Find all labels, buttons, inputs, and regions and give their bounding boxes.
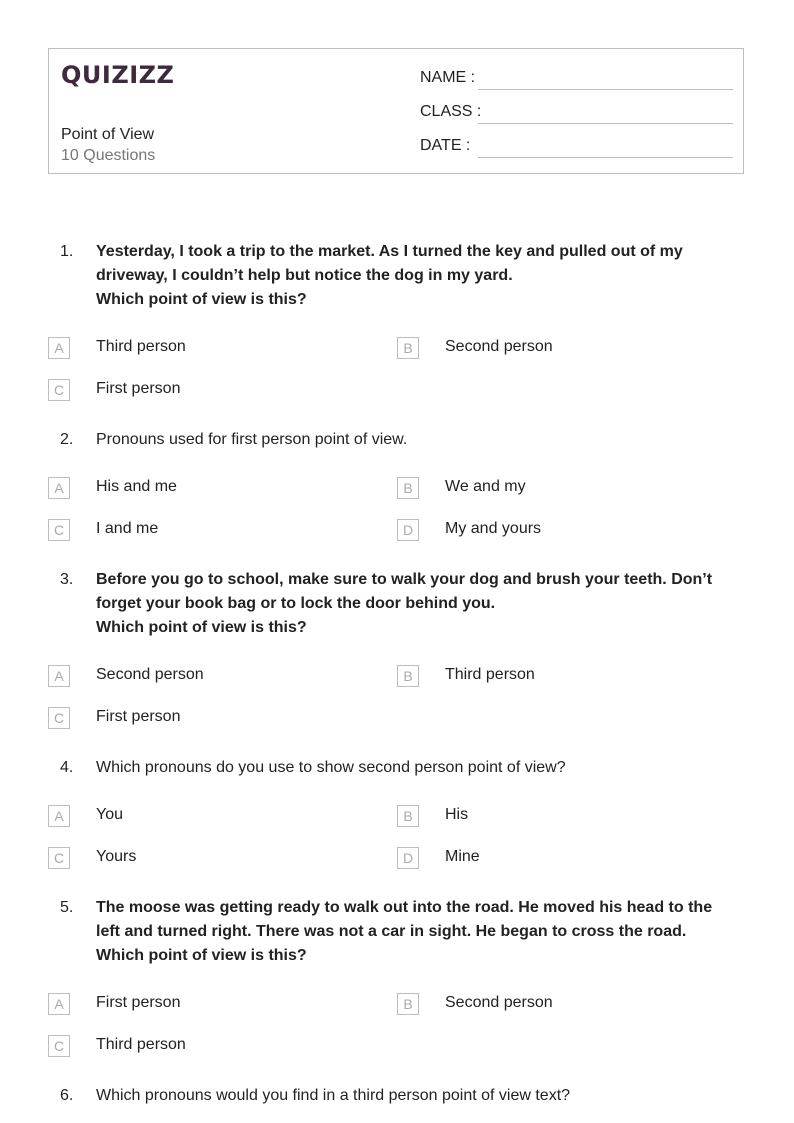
option-letter-box: A	[48, 805, 70, 827]
question-line: Which pronouns would you find in a third person point of view text?	[96, 1087, 571, 1104]
option-label: You	[96, 806, 123, 823]
date-label: DATE :	[420, 137, 471, 154]
question-line: Yesterday, I took a trip to the market. As I turned the key and pulled out of my	[96, 243, 683, 260]
option-label: Mine	[445, 848, 480, 865]
question-line: Before you go to school, make sure to walk your dog and brush your teeth. Don’t	[96, 571, 713, 588]
option-label: I and me	[96, 520, 159, 537]
option-label: Yours	[96, 848, 137, 865]
question-line: Which pronouns do you use to show second person point of view?	[96, 759, 566, 776]
option-letter-box: C	[48, 707, 70, 729]
worksheet-title: Point of View	[61, 126, 155, 143]
question-text	[96, 1084, 736, 1108]
question-text	[96, 896, 736, 968]
option-letter-box: C	[48, 847, 70, 869]
option-letter-box: B	[397, 993, 419, 1015]
option-label: First person	[96, 380, 181, 397]
option-letter-box: A	[48, 337, 70, 359]
question-text	[96, 568, 736, 640]
name-label: NAME :	[420, 69, 476, 86]
quizizz-logo: QUIZIZZ	[61, 61, 175, 89]
option-letter-box: B	[397, 477, 419, 499]
question-line: forget your book bag or to lock the door behind you.	[96, 595, 496, 612]
question-number: 5.	[60, 899, 74, 916]
option-letter-box: A	[48, 665, 70, 687]
question-text	[96, 240, 736, 312]
option-letter-box: B	[397, 805, 419, 827]
option-label: My and yours	[445, 520, 542, 537]
question-line: Which point of view is this?	[96, 619, 307, 636]
question-line: left and turned right. There was not a car in sight. He began to cross the road.	[96, 923, 687, 940]
class-label: CLASS :	[420, 103, 482, 120]
option-letter-box: A	[48, 477, 70, 499]
option-label: First person	[96, 708, 181, 725]
option-label: Second person	[445, 994, 553, 1011]
question-text	[96, 756, 736, 780]
question-line: Which point of view is this?	[96, 947, 307, 964]
class-line	[478, 123, 733, 124]
option-label: Third person	[96, 338, 186, 355]
option-label: His	[445, 806, 469, 823]
question-number: 1.	[60, 243, 74, 260]
question-number: 6.	[60, 1087, 74, 1104]
name-line	[478, 89, 733, 90]
question-number: 4.	[60, 759, 74, 776]
question-count: 10 Questions	[61, 147, 156, 164]
option-label: Third person	[96, 1036, 186, 1053]
option-label: First person	[96, 994, 181, 1011]
option-letter-box: D	[397, 847, 419, 869]
option-letter-box: C	[48, 379, 70, 401]
question-line: Pronouns used for first person point of view.	[96, 431, 408, 448]
option-letter-box: D	[397, 519, 419, 541]
question-line: Which point of view is this?	[96, 291, 307, 308]
question-number: 2.	[60, 431, 74, 448]
question-number: 3.	[60, 571, 74, 588]
date-line	[478, 157, 733, 158]
option-letter-box: B	[397, 337, 419, 359]
option-letter-box: B	[397, 665, 419, 687]
worksheet-header	[48, 48, 744, 174]
option-label: His and me	[96, 478, 177, 495]
option-label: Second person	[96, 666, 204, 683]
option-letter-box: C	[48, 1035, 70, 1057]
question-text	[96, 428, 736, 452]
option-label: Second person	[445, 338, 553, 355]
option-label: Third person	[445, 666, 535, 683]
option-letter-box: C	[48, 519, 70, 541]
option-letter-box: A	[48, 993, 70, 1015]
option-label: We and my	[445, 478, 526, 495]
question-line: driveway, I couldn’t help but notice the dog in my yard.	[96, 267, 513, 284]
question-line: The moose was getting ready to walk out into the road. He moved his head to the	[96, 899, 713, 916]
